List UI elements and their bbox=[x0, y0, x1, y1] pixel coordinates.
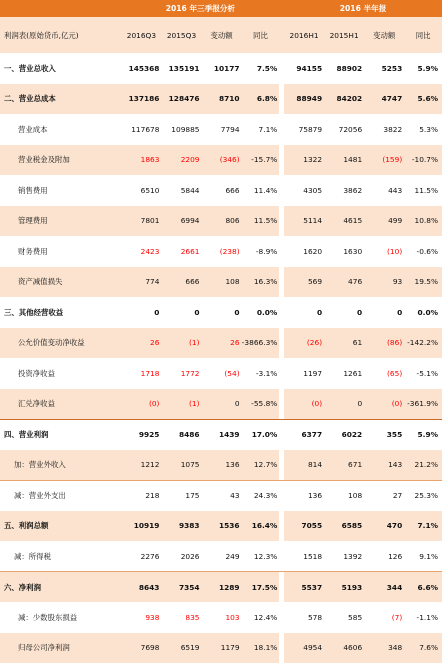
group-header-h1: 2016 半年报 bbox=[284, 0, 442, 17]
row-label: 汇兑净收益 bbox=[0, 389, 121, 420]
cell-value-2015q3: (1) bbox=[161, 389, 201, 420]
group-header-q3: 2016 年三季报分析 bbox=[121, 0, 279, 17]
cell-yoy-h1: 5.9% bbox=[404, 419, 442, 450]
cell-value-2016h1: 0 bbox=[284, 297, 324, 328]
cell-change-h1: (7) bbox=[364, 602, 404, 633]
cell-yoy-q3: -15.7% bbox=[242, 145, 280, 176]
cell-change-q3: 1536 bbox=[202, 511, 242, 542]
cell-value-2015q3: 2026 bbox=[161, 541, 201, 572]
cell-value-2015h1: 6585 bbox=[324, 511, 364, 542]
cell-value-2015q3: 666 bbox=[161, 267, 201, 298]
cell-value-2015h1: 88902 bbox=[324, 53, 364, 84]
cell-value-2016h1: 578 bbox=[284, 602, 324, 633]
cell-value-2015h1: 1261 bbox=[324, 358, 364, 389]
cell-value-2015q3: 6519 bbox=[161, 633, 201, 663]
group-header-blank bbox=[0, 0, 121, 17]
row-label: 减：营业外支出 bbox=[0, 480, 121, 511]
cell-value-2015q3: 7354 bbox=[161, 572, 201, 603]
cell-change-h1: 5253 bbox=[364, 53, 404, 84]
cell-change-q3: 666 bbox=[202, 175, 242, 206]
table-row bbox=[0, 53, 442, 84]
cell-change-q3: 108 bbox=[202, 267, 242, 298]
cell-change-h1: 0 bbox=[364, 297, 404, 328]
cell-change-h1: 348 bbox=[364, 633, 404, 663]
cell-yoy-h1: -5.1% bbox=[404, 358, 442, 389]
cell-value-2016q3: 117678 bbox=[121, 114, 161, 145]
col-header-yoy-q3: 同比 bbox=[242, 17, 280, 53]
table-row bbox=[0, 84, 442, 115]
cell-value-2015q3: (1) bbox=[161, 328, 201, 359]
table-row bbox=[0, 511, 442, 542]
cell-value-2015h1: 476 bbox=[324, 267, 364, 298]
cell-yoy-h1: -142.2% bbox=[404, 328, 442, 359]
cell-value-2016q3: 0 bbox=[121, 297, 161, 328]
cell-value-2015h1: 61 bbox=[324, 328, 364, 359]
cell-change-h1: 143 bbox=[364, 450, 404, 481]
table-row bbox=[0, 389, 442, 420]
cell-yoy-q3: -55.8% bbox=[242, 389, 280, 420]
row-label: 五、利润总额 bbox=[0, 511, 121, 542]
cell-value-2015q3: 835 bbox=[161, 602, 201, 633]
cell-value-2015q3: 1772 bbox=[161, 358, 201, 389]
cell-yoy-q3: 12.3% bbox=[242, 541, 280, 572]
cell-yoy-q3: 18.1% bbox=[242, 633, 280, 663]
table-row bbox=[0, 267, 442, 298]
cell-change-h1: 355 bbox=[364, 419, 404, 450]
cell-value-2015h1: 6022 bbox=[324, 419, 364, 450]
cell-value-2016h1: 5114 bbox=[284, 206, 324, 237]
cell-value-2016q3: 10919 bbox=[121, 511, 161, 542]
col-header-2015q3: 2015Q3 bbox=[161, 17, 201, 53]
cell-value-2015h1: 4606 bbox=[324, 633, 364, 663]
table-row bbox=[0, 328, 442, 359]
cell-value-2016h1: 88949 bbox=[284, 84, 324, 115]
cell-yoy-h1: 7.1% bbox=[404, 511, 442, 542]
cell-change-q3: 136 bbox=[202, 450, 242, 481]
cell-value-2016q3: 9925 bbox=[121, 419, 161, 450]
cell-yoy-q3: 0.0% bbox=[242, 297, 280, 328]
cell-value-2016q3: 2276 bbox=[121, 541, 161, 572]
row-label: 六、净利润 bbox=[0, 572, 121, 603]
row-label: 加：营业外收入 bbox=[0, 450, 121, 481]
cell-yoy-q3: 17.5% bbox=[242, 572, 280, 603]
cell-value-2016q3: 145368 bbox=[121, 53, 161, 84]
cell-change-h1: 3822 bbox=[364, 114, 404, 145]
table-row bbox=[0, 175, 442, 206]
table-row bbox=[0, 480, 442, 511]
cell-yoy-h1: -361.9% bbox=[404, 389, 442, 420]
cell-value-2016h1: 4305 bbox=[284, 175, 324, 206]
cell-change-h1: (0) bbox=[364, 389, 404, 420]
cell-yoy-q3: 12.4% bbox=[242, 602, 280, 633]
cell-yoy-q3: 24.3% bbox=[242, 480, 280, 511]
cell-yoy-h1: 11.5% bbox=[404, 175, 442, 206]
cell-value-2016h1: (26) bbox=[284, 328, 324, 359]
cell-value-2016q3: 7698 bbox=[121, 633, 161, 663]
cell-yoy-q3: 12.7% bbox=[242, 450, 280, 481]
table-row bbox=[0, 572, 442, 603]
cell-change-h1: (10) bbox=[364, 236, 404, 267]
cell-value-2016q3: 2423 bbox=[121, 236, 161, 267]
cell-change-q3: 103 bbox=[202, 602, 242, 633]
col-header-change-h1: 变动额 bbox=[364, 17, 404, 53]
row-label-header: 利润表(原始货币,亿元) bbox=[0, 17, 121, 53]
table-row bbox=[0, 602, 442, 633]
cell-value-2015h1: 5193 bbox=[324, 572, 364, 603]
table-row bbox=[0, 297, 442, 328]
cell-value-2015h1: 4615 bbox=[324, 206, 364, 237]
row-label: 二、营业总成本 bbox=[0, 84, 121, 115]
table-row bbox=[0, 419, 442, 450]
table-row bbox=[0, 358, 442, 389]
cell-value-2016q3: 938 bbox=[121, 602, 161, 633]
cell-value-2016h1: (0) bbox=[284, 389, 324, 420]
cell-value-2016q3: 1863 bbox=[121, 145, 161, 176]
cell-value-2015q3: 135191 bbox=[161, 53, 201, 84]
row-label: 营业成本 bbox=[0, 114, 121, 145]
row-label: 销售费用 bbox=[0, 175, 121, 206]
cell-yoy-h1: 25.3% bbox=[404, 480, 442, 511]
col-header-2016h1: 2016H1 bbox=[284, 17, 324, 53]
table-row bbox=[0, 450, 442, 481]
cell-change-q3: 806 bbox=[202, 206, 242, 237]
cell-value-2015h1: 1392 bbox=[324, 541, 364, 572]
cell-value-2015h1: 1481 bbox=[324, 145, 364, 176]
cell-yoy-q3: 16.4% bbox=[242, 511, 280, 542]
cell-yoy-q3: 7.1% bbox=[242, 114, 280, 145]
row-label: 管理费用 bbox=[0, 206, 121, 237]
row-label: 三、其他经营收益 bbox=[0, 297, 121, 328]
cell-value-2016h1: 1322 bbox=[284, 145, 324, 176]
cell-value-2016q3: 1718 bbox=[121, 358, 161, 389]
cell-value-2015h1: 0 bbox=[324, 389, 364, 420]
cell-yoy-q3: -3.1% bbox=[242, 358, 280, 389]
table-row bbox=[0, 206, 442, 237]
cell-value-2016h1: 136 bbox=[284, 480, 324, 511]
cell-value-2015q3: 0 bbox=[161, 297, 201, 328]
cell-change-h1: 470 bbox=[364, 511, 404, 542]
cell-value-2016q3: 218 bbox=[121, 480, 161, 511]
cell-change-h1: 499 bbox=[364, 206, 404, 237]
cell-value-2016h1: 6377 bbox=[284, 419, 324, 450]
cell-value-2015q3: 175 bbox=[161, 480, 201, 511]
cell-yoy-q3: 7.5% bbox=[242, 53, 280, 84]
cell-change-q3: 1439 bbox=[202, 419, 242, 450]
cell-change-q3: 26 bbox=[202, 328, 242, 359]
cell-value-2016q3: 7801 bbox=[121, 206, 161, 237]
cell-yoy-h1: -1.1% bbox=[404, 602, 442, 633]
cell-change-q3: (346) bbox=[202, 145, 242, 176]
cell-yoy-h1: 10.8% bbox=[404, 206, 442, 237]
cell-yoy-q3: -8.9% bbox=[242, 236, 280, 267]
cell-value-2015q3: 1075 bbox=[161, 450, 201, 481]
cell-change-q3: 249 bbox=[202, 541, 242, 572]
cell-yoy-h1: 5.9% bbox=[404, 53, 442, 84]
cell-value-2016q3: 1212 bbox=[121, 450, 161, 481]
table-row bbox=[0, 145, 442, 176]
cell-yoy-h1: 7.6% bbox=[404, 633, 442, 663]
row-label: 公允价值变动净收益 bbox=[0, 328, 121, 359]
cell-change-h1: 27 bbox=[364, 480, 404, 511]
cell-yoy-h1: 9.1% bbox=[404, 541, 442, 572]
cell-yoy-h1: 5.3% bbox=[404, 114, 442, 145]
cell-value-2016h1: 569 bbox=[284, 267, 324, 298]
table-row bbox=[0, 541, 442, 572]
table-row bbox=[0, 236, 442, 267]
cell-value-2015h1: 0 bbox=[324, 297, 364, 328]
cell-yoy-q3: 6.8% bbox=[242, 84, 280, 115]
cell-value-2016q3: 137186 bbox=[121, 84, 161, 115]
cell-yoy-h1: -10.7% bbox=[404, 145, 442, 176]
cell-value-2016h1: 814 bbox=[284, 450, 324, 481]
cell-value-2016q3: (0) bbox=[121, 389, 161, 420]
cell-value-2015q3: 6994 bbox=[161, 206, 201, 237]
cell-yoy-h1: 0.0% bbox=[404, 297, 442, 328]
cell-yoy-h1: -0.6% bbox=[404, 236, 442, 267]
cell-value-2016q3: 6510 bbox=[121, 175, 161, 206]
cell-change-h1: 4747 bbox=[364, 84, 404, 115]
cell-change-q3: 10177 bbox=[202, 53, 242, 84]
cell-value-2016h1: 5537 bbox=[284, 572, 324, 603]
cell-change-h1: (159) bbox=[364, 145, 404, 176]
cell-yoy-q3: 11.4% bbox=[242, 175, 280, 206]
cell-yoy-q3: 16.3% bbox=[242, 267, 280, 298]
cell-yoy-q3: -3866.3% bbox=[242, 328, 280, 359]
row-label: 投资净收益 bbox=[0, 358, 121, 389]
cell-value-2015q3: 2661 bbox=[161, 236, 201, 267]
cell-value-2015h1: 72056 bbox=[324, 114, 364, 145]
cell-value-2016h1: 4954 bbox=[284, 633, 324, 663]
cell-yoy-h1: 21.2% bbox=[404, 450, 442, 481]
cell-change-q3: 0 bbox=[202, 297, 242, 328]
cell-value-2015q3: 5844 bbox=[161, 175, 201, 206]
cell-value-2016h1: 1620 bbox=[284, 236, 324, 267]
table-row bbox=[0, 633, 442, 663]
row-label: 减：少数股东损益 bbox=[0, 602, 121, 633]
cell-value-2016h1: 94155 bbox=[284, 53, 324, 84]
row-label: 资产减值损失 bbox=[0, 267, 121, 298]
cell-value-2015h1: 671 bbox=[324, 450, 364, 481]
cell-yoy-h1: 6.6% bbox=[404, 572, 442, 603]
cell-change-q3: 0 bbox=[202, 389, 242, 420]
cell-change-q3: (238) bbox=[202, 236, 242, 267]
cell-value-2016q3: 26 bbox=[121, 328, 161, 359]
cell-value-2016h1: 1197 bbox=[284, 358, 324, 389]
cell-yoy-q3: 11.5% bbox=[242, 206, 280, 237]
cell-change-h1: 443 bbox=[364, 175, 404, 206]
cell-change-q3: (54) bbox=[202, 358, 242, 389]
cell-value-2015q3: 8486 bbox=[161, 419, 201, 450]
row-label: 减：所得税 bbox=[0, 541, 121, 572]
cell-value-2015q3: 109885 bbox=[161, 114, 201, 145]
cell-change-h1: 344 bbox=[364, 572, 404, 603]
cell-value-2015q3: 128476 bbox=[161, 84, 201, 115]
cell-value-2016h1: 7055 bbox=[284, 511, 324, 542]
cell-yoy-q3: 17.0% bbox=[242, 419, 280, 450]
cell-value-2016h1: 1518 bbox=[284, 541, 324, 572]
cell-value-2016h1: 75879 bbox=[284, 114, 324, 145]
cell-change-h1: (86) bbox=[364, 328, 404, 359]
row-label: 四、营业利润 bbox=[0, 419, 121, 450]
table-body bbox=[0, 53, 442, 663]
row-label: 财务费用 bbox=[0, 236, 121, 267]
row-label: 归母公司净利润 bbox=[0, 633, 121, 663]
column-header-row bbox=[0, 17, 442, 53]
cell-value-2015h1: 84202 bbox=[324, 84, 364, 115]
cell-value-2016q3: 8643 bbox=[121, 572, 161, 603]
cell-change-h1: 126 bbox=[364, 541, 404, 572]
cell-change-h1: (65) bbox=[364, 358, 404, 389]
col-header-2015h1: 2015H1 bbox=[324, 17, 364, 53]
cell-change-q3: 7794 bbox=[202, 114, 242, 145]
cell-change-q3: 8710 bbox=[202, 84, 242, 115]
col-header-yoy-h1: 同比 bbox=[404, 17, 442, 53]
cell-change-q3: 1179 bbox=[202, 633, 242, 663]
row-label: 营业税金及附加 bbox=[0, 145, 121, 176]
group-header-row bbox=[0, 0, 442, 17]
table-row bbox=[0, 114, 442, 145]
cell-yoy-h1: 5.6% bbox=[404, 84, 442, 115]
cell-yoy-h1: 19.5% bbox=[404, 267, 442, 298]
col-header-2016q3: 2016Q3 bbox=[121, 17, 161, 53]
cell-change-h1: 93 bbox=[364, 267, 404, 298]
cell-value-2015h1: 3862 bbox=[324, 175, 364, 206]
cell-value-2015h1: 1630 bbox=[324, 236, 364, 267]
cell-value-2015q3: 2209 bbox=[161, 145, 201, 176]
cell-value-2015h1: 108 bbox=[324, 480, 364, 511]
cell-change-q3: 43 bbox=[202, 480, 242, 511]
cell-value-2015h1: 585 bbox=[324, 602, 364, 633]
cell-value-2016q3: 774 bbox=[121, 267, 161, 298]
cell-change-q3: 1289 bbox=[202, 572, 242, 603]
cell-value-2015q3: 9383 bbox=[161, 511, 201, 542]
col-header-change-q3: 变动额 bbox=[202, 17, 242, 53]
row-label: 一、营业总收入 bbox=[0, 53, 121, 84]
